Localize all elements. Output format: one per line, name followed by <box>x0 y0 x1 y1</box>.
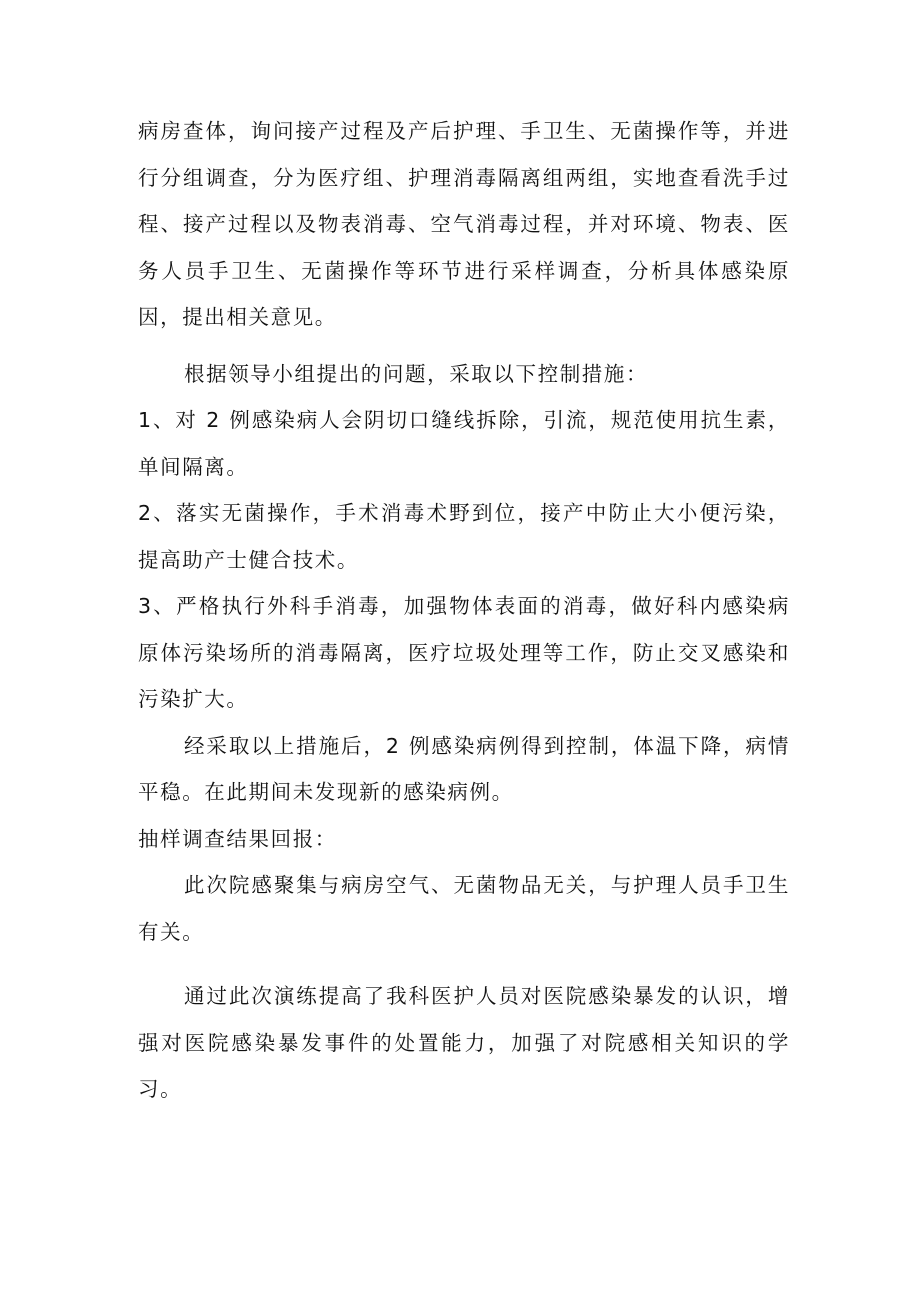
heading-sampling-results: 抽样调查结果回报： <box>138 826 337 851</box>
list-item-measure-2: 2、落实无菌操作，手术消毒术野到位，接产中防止大小便污染，提高助产士健合技术。 <box>138 501 790 572</box>
paragraph-sampling-conclusion: 此次院感聚集与病房空气、无菌物品无关，与护理人员手卫生有关。 <box>138 873 790 944</box>
paragraph-summary: 通过此次演练提高了我科医护人员对医院感染暴发的认识，增强对医院感染暴发事件的处置能力，加强了对院感相关知识的学习。 <box>138 984 790 1101</box>
paragraph-control-intro: 根据领导小组提出的问题，采取以下控制措施： <box>184 361 649 386</box>
list-item-measure-3: 3、严格执行外科手消毒，加强物体表面的消毒，做好科内感染病原体污染场所的消毒隔离，医疗垃圾处理等工作，防止交叉感染和污染扩大。 <box>138 594 790 711</box>
paragraph-investigation: 病房查体，询问接产过程及产后护理、手卫生、无菌操作等，并进行分组调查，分为医疗组、护理消毒隔离组两组，实地查看洗手过程、接产过程以及物表消毒、空气消毒过程，并对环境、物表、医务人员手卫生、无菌操作等环节进行采样调查，分析具体感染原因，提出相关意见。 <box>138 119 790 329</box>
list-item-measure-1: 1、对 2 例感染病人会阴切口缝线拆除，引流，规范使用抗生素，单间隔离。 <box>138 408 790 479</box>
document-body <box>138 108 790 1113</box>
paragraph-outcome: 经采取以上措施后，2 例感染病例得到控制，体温下降，病情平稳。在此期间未发现新的感染病例。 <box>138 733 790 804</box>
